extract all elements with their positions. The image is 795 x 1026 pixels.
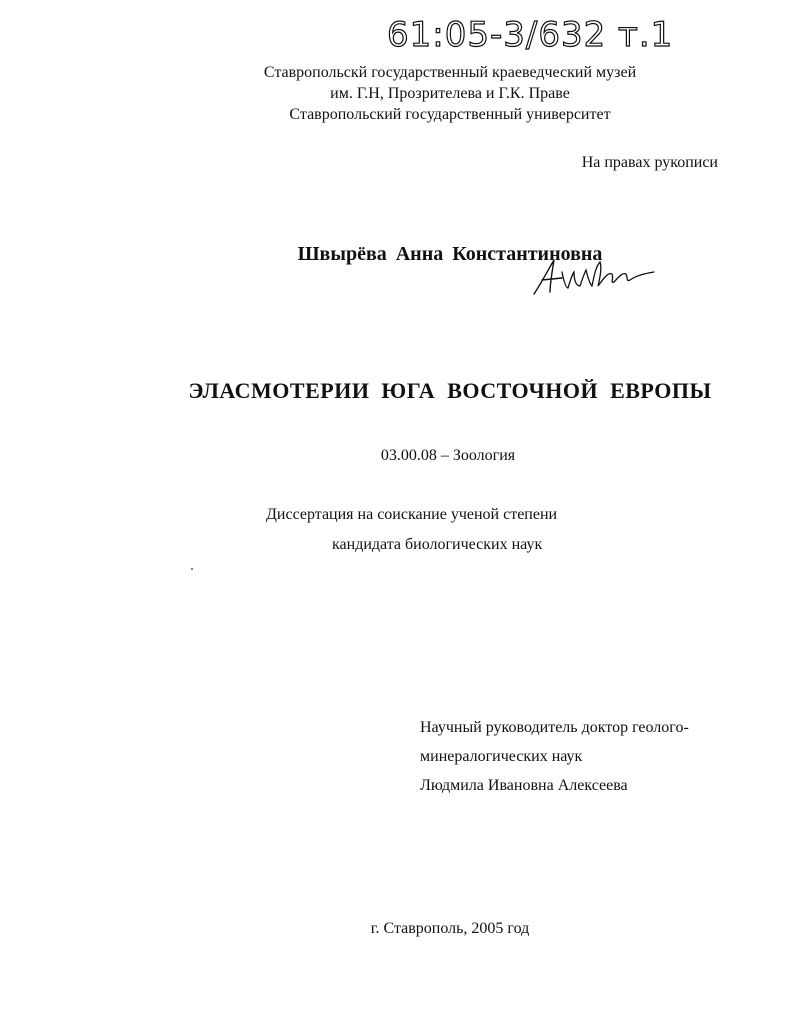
institution-line: Ставропольский государственный университет bbox=[289, 106, 611, 123]
archive-stamp bbox=[385, 6, 715, 58]
institutions-header bbox=[200, 62, 700, 125]
signature bbox=[528, 252, 658, 300]
degree-statement-line1: Диссертация на соискание ученой степени bbox=[266, 506, 558, 523]
supervisor-block bbox=[420, 713, 689, 800]
archive-stamp-text: 61:05-3/632 т.1 bbox=[387, 15, 674, 55]
supervisor-line: Научный руководитель доктор геолого- bbox=[420, 719, 689, 736]
institution-line: Ставропольскй государственный краеведческий музей bbox=[263, 64, 637, 81]
city-year: г. Ставрополь, 2005 год bbox=[370, 920, 530, 937]
institution-line: им. Г.Н, Прозрителева и Г.К. Праве bbox=[330, 85, 570, 102]
dissertation-title: ЭЛАСМОТЕРИИ ЮГА ВОСТОЧНОЙ ЕВРОПЫ bbox=[188, 378, 712, 403]
specialty-code: 03.00.08 – Зоология bbox=[380, 447, 516, 464]
signature-graphic bbox=[528, 252, 658, 300]
archive-stamp-graphic bbox=[385, 6, 715, 58]
author-name: Швырёва Анна Константиновна bbox=[297, 243, 603, 265]
manuscript-note: На правах рукописи bbox=[581, 154, 718, 171]
degree-statement-line2: кандидата биологических наук bbox=[332, 536, 543, 553]
supervisor-line: минералогических наук bbox=[420, 748, 583, 765]
supervisor-name: Людмила Ивановна Алексеева bbox=[420, 777, 628, 794]
scan-speck bbox=[191, 568, 193, 570]
